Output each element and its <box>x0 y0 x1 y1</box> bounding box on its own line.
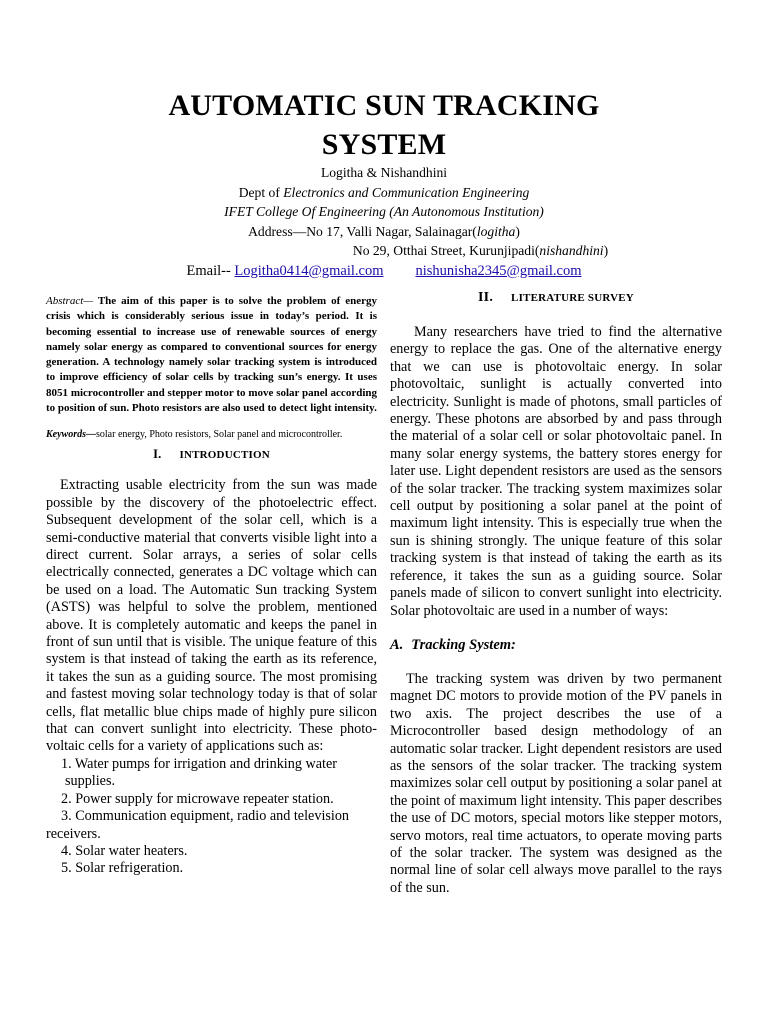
keywords <box>46 428 377 442</box>
address-2 <box>0 241 768 261</box>
list-item: 3. Communication equipment, radio and television receivers. <box>46 808 350 842</box>
keywords-text: solar energy, Photo resistors, Solar panel and microcontroller. <box>96 429 343 441</box>
abstract-text: The aim of this paper is to solve the problem of energy crisis which is considerably serious issue in today’s period. It is becoming essential to increase use of renewable sources of energy namely solar energy as compared to conventional sources for energy generation. A technology namely solar tracking system is introduced to improve efficiency of solar cells by tracking sun’s energy. It uses 8051 microcontroller and stepper motor to move solar panel according to position of sun. Photo resistors are also used to detect light intensity. <box>46 295 377 415</box>
email-line <box>0 261 768 281</box>
section-1-title: INTRODUCTION <box>179 449 270 462</box>
address-1-name: logitha <box>476 223 516 239</box>
address-1 <box>0 222 768 242</box>
email-link-2[interactable]: nishunisha2345@gmail.com <box>415 262 582 279</box>
subsection-title: Tracking System: <box>411 636 516 653</box>
department <box>0 183 768 203</box>
dept-prefix: Dept of <box>238 184 284 200</box>
address-2-suffix: ) <box>603 243 609 258</box>
tracking-system-paragraph: The tracking system was driven by two permanent magnet DC motors to provide motion of the PV panels in two axis. The project describes the use of a Microcontroller based design methodology of an automatic solar tracker. Light dependent resistors are used as the sensors of the solar tracker. The tracking system maximizes solar cell output by positioning a solar panel at the point of maximum light intensity. This paper describes the use of DC motors, special motors like stepper motors, servo motors, real time actuators, to operate moving parts of the solar tracker. The system was designed as the normal line of solar cell always move parallel to the rays of the sun. <box>390 670 722 896</box>
abstract <box>46 294 377 416</box>
subsection-heading-tracking-system <box>390 637 722 654</box>
section-2-title: LITERATURE SURVEY <box>511 292 634 304</box>
address-1-prefix: Address—No 17, Valli Nagar, Salainagar( <box>248 223 477 239</box>
author-block <box>0 163 768 281</box>
literature-paragraph: Many researchers have tried to find the alternative energy to replace the gas. One of the alternative energy that we can use is photovoltaic energy. In solar photovoltaic, sunlight is actually converted into electricity. Sunlight is made of photons, small particles of energy. These photons are absorbed by and pass through the material of a solar cell or solar photovoltaic panel. In many solar energy systems, the battery stores energy for later use. Light dependent resistors are used as the sensors of the solar tracker. The tracking system maximizes solar cell output by positioning a solar panel at the point of maximum light intensity. This is especially true when the sun is shining strongly. The unique feature of this solar tracking system is that instead of taking the earth as its reference, it takes the sun as a guiding source. Solar panels made of silicon to convert sunlight into electricity. Solar photovoltaic are used in a number of ways: <box>390 324 722 619</box>
college-name: IFET College Of Engineering (An Autonomous Institution) <box>224 204 544 219</box>
college <box>0 202 768 222</box>
paper-title <box>0 86 768 164</box>
address-2-name: nishandhini <box>539 243 604 258</box>
section-1-number: I. <box>153 447 162 462</box>
introduction-paragraph: Extracting usable electricity from the sun was made possible by the discovery of the photoelectric effect. Subsequent development of the solar cell, which is a semi-conductive material that converts visible light into a direct current. Solar arrays, a series of solar cells electrically connected, generates a DC voltage which can be used on a load. The Automatic Sun tracking System (ASTS) was helpful to solve the problem, mentioned above. It is completely automatic and keeps the panel in front of sun until that is visible. The unique feature of this system is that instead of taking the earth as its reference, it takes the sun as a guiding source. The most promising and fastest moving solar technology today is that of solar cells, flat metallic blue chips made of highly pure silicon that can convert sunlight into electricity. These photo-voltaic cells for a variety of applications such as: <box>46 477 377 755</box>
section-2-number: II. <box>478 290 494 305</box>
abstract-label: Abstract— <box>46 295 94 307</box>
email-link-1[interactable]: Logitha0414@gmail.com <box>234 262 384 279</box>
address-1-suffix: ) <box>515 223 520 239</box>
list-item: 5. Solar refrigeration. <box>61 860 184 877</box>
right-column <box>390 290 722 897</box>
email-label: Email-- <box>186 262 235 279</box>
section-heading-introduction <box>46 447 377 462</box>
subsection-letter: A. <box>390 636 404 653</box>
section-heading-literature-survey <box>390 290 722 306</box>
list-item: 4. Solar water heaters. <box>61 842 188 859</box>
address-2-prefix: No 29, Otthai Street, Kurunjipadi( <box>352 243 540 258</box>
title-line-2: SYSTEM <box>321 128 447 161</box>
list-item: 1. Water pumps for irrigation and drinking water supplies. <box>61 755 337 790</box>
title-line-1: AUTOMATIC SUN TRACKING <box>168 89 600 122</box>
applications-list <box>46 756 377 878</box>
authors: Logitha & Nishandhini <box>320 165 448 180</box>
left-column <box>46 294 377 878</box>
dept-name: Electronics and Communication Engineering <box>283 184 530 200</box>
keywords-label: Keywords— <box>46 429 96 441</box>
list-item: 2. Power supply for microwave repeater station. <box>61 790 334 807</box>
